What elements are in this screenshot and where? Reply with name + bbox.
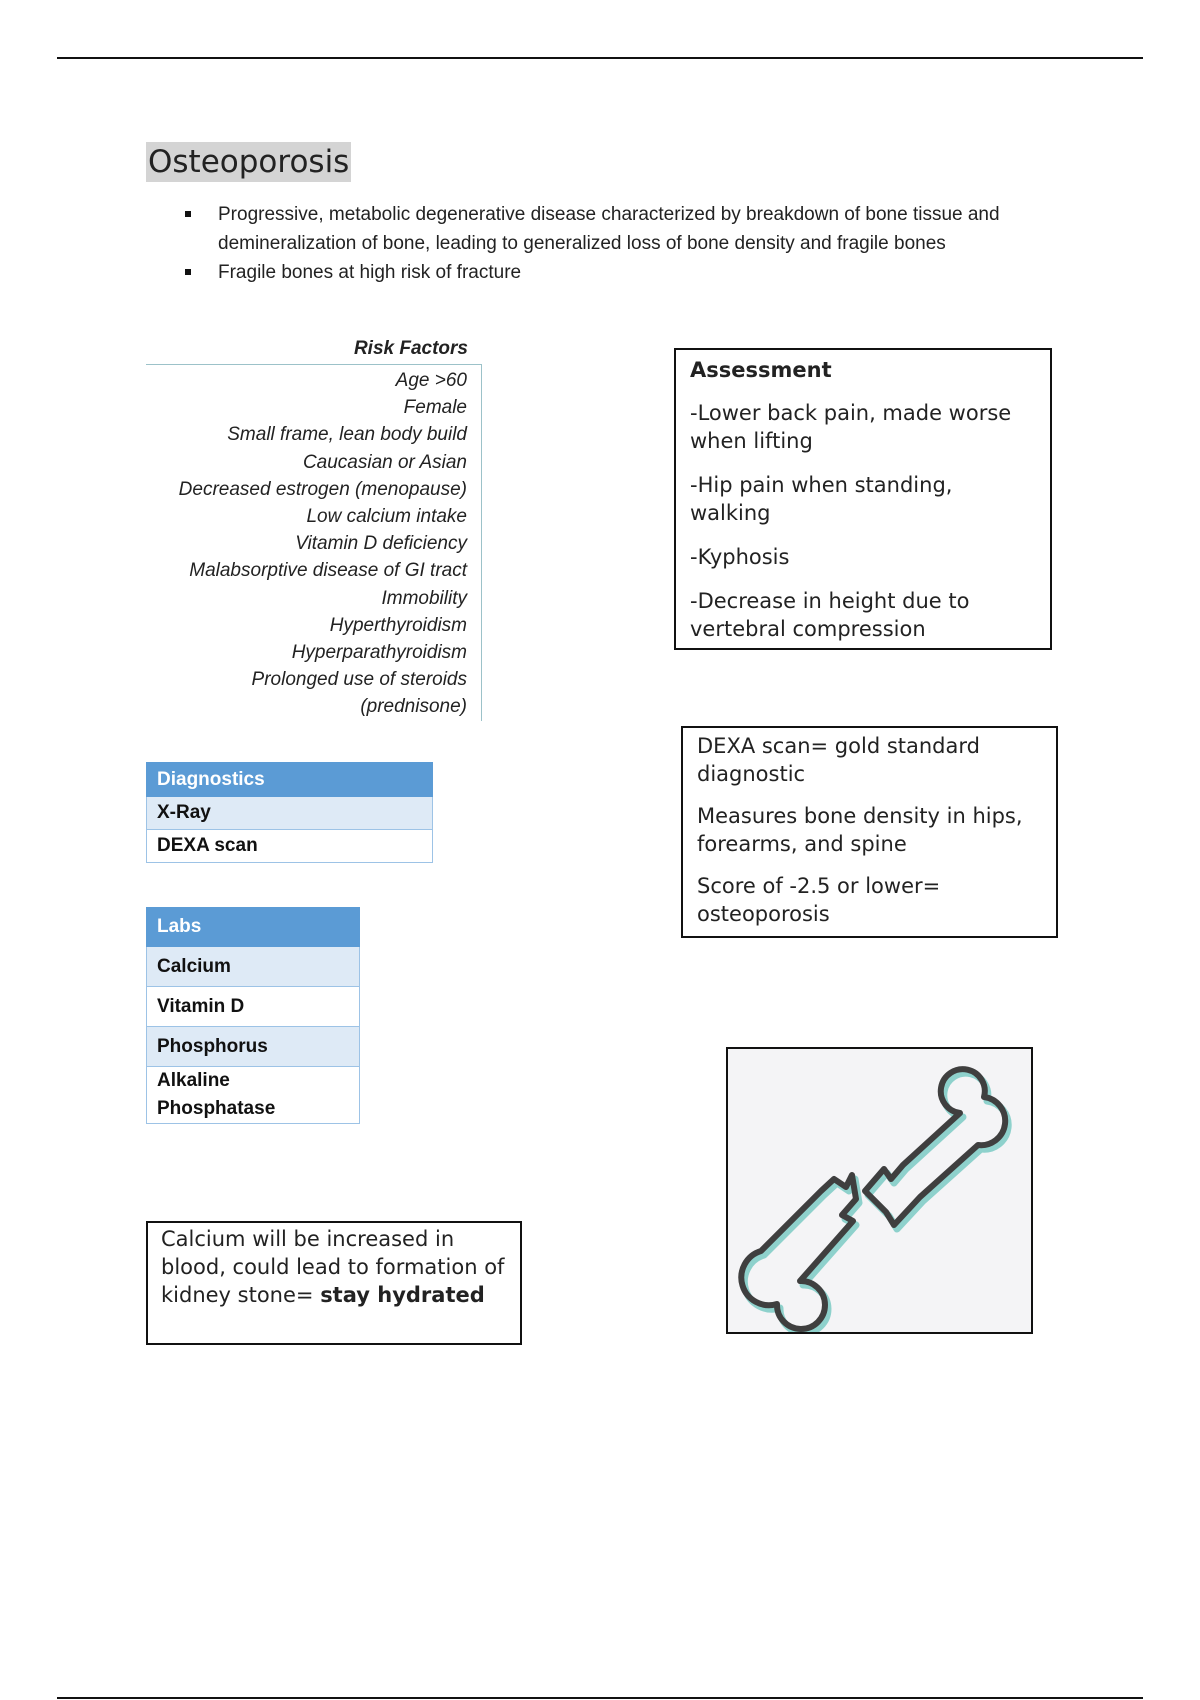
bullet-marker xyxy=(185,269,191,275)
risk-factor: Age >60 xyxy=(395,370,467,391)
labs-row: Calcium xyxy=(147,947,360,987)
bone-image-frame xyxy=(726,1047,1033,1334)
assessment-item: -Decrease in height due to vertebral compression xyxy=(690,589,970,641)
risk-factor: Malabsorptive disease of GI tract xyxy=(189,560,467,582)
labs-row: Vitamin D xyxy=(147,987,360,1027)
risk-factor: Female xyxy=(403,397,467,419)
dexa-box xyxy=(681,726,1058,938)
risk-factor: Hyperthyroidism xyxy=(329,614,467,636)
risk-factor: Vitamin D deficiency xyxy=(295,533,467,555)
page-title: Osteoporosis xyxy=(148,144,350,180)
dexa-line: Measures bone density in hips, forearms, and spine xyxy=(697,804,1023,856)
header-rule xyxy=(57,57,1143,59)
labs-header: Labs xyxy=(147,908,360,947)
assessment-box xyxy=(674,348,1052,650)
labs-table xyxy=(146,907,360,1124)
risk-factor: Low calcium intake xyxy=(306,506,467,528)
bone-lower-half xyxy=(741,1175,859,1332)
risk-factor: Prolonged use of steroids xyxy=(251,669,467,691)
labs-row: Phosphorus xyxy=(147,1027,360,1067)
calcium-note-box xyxy=(146,1221,522,1345)
assessment-item: -Kyphosis xyxy=(690,545,790,569)
risk-factor: Immobility xyxy=(381,587,467,609)
assessment-item: -Lower back pain, made worse when lifting xyxy=(690,401,1012,453)
risk-factor: Decreased estrogen (menopause) xyxy=(178,478,467,500)
bullet-item xyxy=(174,258,1074,287)
calcium-note-text: Calcium will be increased in blood, could lead to formation of kidney stone= xyxy=(161,1227,505,1307)
diagnostics-table xyxy=(146,762,433,863)
bullet-text: Progressive, metabolic degenerative disease characterized by breakdown of bone tissue and demineralization of bone, leading to generalized loss of bone density and fragile bones xyxy=(218,204,1000,254)
broken-bone-icon xyxy=(728,1049,1031,1332)
bone-upper-half xyxy=(865,1069,1008,1229)
footer-rule xyxy=(57,1697,1143,1699)
bullet-text: Fragile bones at high risk of fracture xyxy=(218,262,522,283)
risk-factor: Hyperparathyroidism xyxy=(291,642,467,664)
assessment-item: -Hip pain when standing, walking xyxy=(690,473,953,525)
risk-factor: Small frame, lean body build xyxy=(227,424,467,446)
bullet-item xyxy=(174,200,1074,258)
labs-row: Alkaline Phosphatase xyxy=(147,1067,360,1124)
risk-factor: (prednisone) xyxy=(360,696,467,718)
diagnostics-header: Diagnostics xyxy=(147,763,433,797)
dexa-line: Score of -2.5 or lower= osteoporosis xyxy=(697,874,941,926)
diagnostics-row: DEXA scan xyxy=(147,830,433,863)
calcium-note-emphasis: stay hydrated xyxy=(320,1283,485,1307)
diagnostics-row: X-Ray xyxy=(147,797,433,830)
intro-bullets xyxy=(174,200,1074,287)
risk-factor: Caucasian or Asian xyxy=(302,451,467,473)
risk-factors-list xyxy=(146,365,482,721)
dexa-line: DEXA scan= gold standard diagnostic xyxy=(697,734,980,786)
risk-factors-table xyxy=(146,333,482,721)
assessment-heading: Assessment xyxy=(690,358,832,382)
risk-factors-heading: Risk Factors xyxy=(146,333,482,365)
bullet-marker xyxy=(185,211,191,217)
